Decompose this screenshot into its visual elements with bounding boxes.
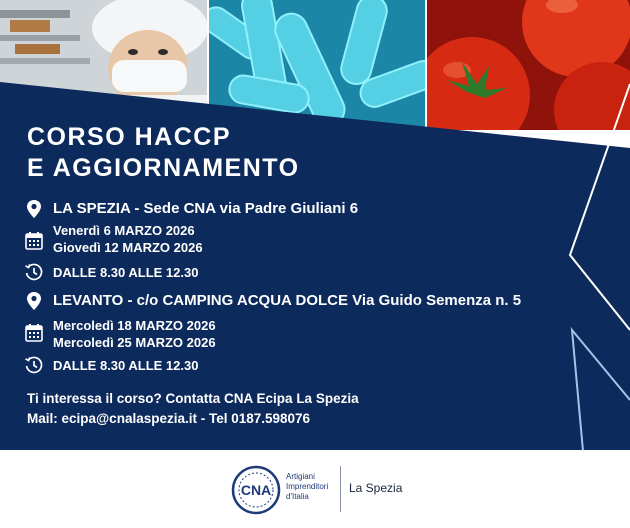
logo-line-1: Artigiani — [286, 472, 315, 481]
clock-icon — [24, 262, 44, 282]
session1-time: DALLE 8.30 ALLE 12.30 — [53, 265, 199, 280]
contact-details[interactable]: Mail: ecipa@cnalaspezia.it - Tel 0187.598076 — [27, 411, 311, 426]
logo-line-3: d'Italia — [286, 492, 309, 501]
session2-time: DALLE 8.30 ALLE 12.30 — [53, 358, 199, 373]
course-title — [27, 122, 300, 184]
session1-date-2: Giovedì 12 MARZO 2026 — [53, 240, 203, 255]
contact-invite: Ti interessa il corso? Contatta CNA Ecipa La Spezia — [27, 391, 359, 406]
clock-icon — [24, 355, 44, 375]
session2-date-1: Mercoledì 18 MARZO 2026 — [53, 318, 216, 333]
logo-mark: CNA — [240, 482, 272, 498]
calendar-icon — [24, 323, 44, 343]
logo-tagline — [286, 472, 328, 502]
location-pin-icon — [24, 291, 44, 311]
calendar-icon — [24, 231, 44, 251]
logo-divider — [340, 466, 341, 512]
session1-location: LA SPEZIA - Sede CNA via Padre Giuliani 6 — [53, 200, 359, 217]
logo-line-2: Imprenditori — [286, 482, 329, 491]
title-line-2: E AGGIORNAMENTO — [27, 154, 300, 182]
session1-date-1: Venerdì 6 MARZO 2026 — [53, 223, 195, 238]
title-line-1: CORSO HACCP — [27, 123, 232, 151]
session2-date-2: Mercoledì 25 MARZO 2026 — [53, 335, 216, 350]
location-pin-icon — [24, 199, 44, 219]
cna-logo-icon — [231, 465, 281, 515]
session2-location: LEVANTO - c/o CAMPING ACQUA DOLCE Via Guido Semenza n. 5 — [53, 292, 522, 309]
logo-place: La Spezia — [349, 481, 403, 495]
contact-block — [27, 389, 359, 429]
